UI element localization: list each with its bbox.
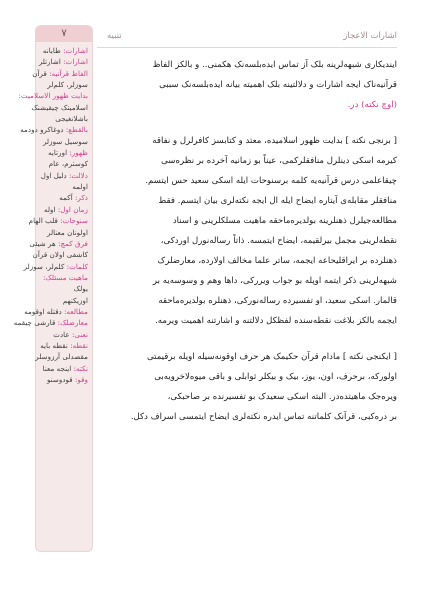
glossary-entry: [39, 79, 88, 90]
text-line: ویره‌جک ماهیتده‌در. البته اسکی سعیدک بو تفسیرنده بر صاحبکی،: [167, 392, 397, 402]
glossary-entry: [32, 249, 88, 260]
glossary-term: زمان اول:: [57, 204, 88, 214]
glossary-definition: کلم‌لر، سوزلر: [23, 261, 67, 271]
margin-page-number: ٧: [36, 26, 92, 42]
glossary-definition: قودوسنو: [46, 374, 75, 384]
glossary-term: نکته:: [73, 363, 88, 373]
glossary-definition: هر شیئی: [29, 238, 59, 248]
glossary-term: اشارات:: [63, 57, 88, 67]
glossary-entry: [39, 272, 88, 283]
glossary-definition: دوغاکرو دودمه: [20, 125, 66, 135]
glossary-entry: [39, 56, 88, 67]
glossary-entry: [23, 261, 88, 272]
glossary-term: بالقطع:: [65, 125, 88, 135]
glossary-definition: اسلامیتک چیقیشنک: [31, 102, 88, 112]
glossary-entry: [39, 363, 88, 374]
glossary-list: [13, 42, 92, 385]
glossary-definition: مقصدلی آرزوسلر: [35, 352, 88, 362]
text-line: قالمار. اسکی سعید، او تفسیرده رساله‌نورکی، ذهنلره بولدیره‌ماحقه: [158, 296, 397, 306]
glossary-definition: اولمه: [72, 182, 88, 192]
glossary-definition: اوله: [44, 204, 58, 214]
main-text-column: [97, 25, 397, 555]
glossary-entry: [18, 90, 88, 101]
glossary-entry: [39, 136, 88, 147]
text-line: قرآنیه‌ناک ایجه اشارات و دلالتینه بلک اهمیته بیانه ایده‌بلسه‌نک سببی: [159, 80, 397, 90]
book-title: اشارات الاعجاز: [343, 31, 397, 41]
glossary-entry: [39, 283, 88, 294]
text-line: (اوچ نکته) در.: [347, 100, 397, 110]
glossary-definition: اشارتلر: [38, 57, 64, 67]
glossary-term: معارضلک:: [57, 318, 88, 328]
glossary-definition: یولک: [73, 284, 88, 294]
paragraph-intro: [97, 55, 397, 115]
glossary-entry: [39, 45, 88, 56]
glossary-definition: طایانه: [42, 46, 64, 55]
running-head: [97, 25, 397, 48]
glossary-entry: [39, 147, 88, 158]
glossary-entry: [39, 374, 88, 385]
glossary-definition: سوسیل سوزلر: [42, 136, 88, 146]
glossary-definition: عادت: [53, 329, 72, 339]
glossary-entry: [28, 215, 88, 226]
text-line: چیقاعلمی درس قرآنیه‌یه کلمه برسنوحات ایله اسکی سعید حس ایتسم.: [145, 176, 397, 186]
glossary-definition: کاشفی اولان قرآن: [32, 250, 88, 260]
glossary-entry: [39, 340, 88, 351]
glossary-entry: [39, 204, 88, 215]
glossary-definition: اولونان معنالر: [47, 227, 88, 237]
section-title: تنبیه: [107, 31, 122, 41]
glossary-entry: [39, 181, 88, 192]
text-line: مطالعه‌جیلرل ذهنلرینه بولدیره‌ماحقه ماهیت مسلکلرینی و اسناد: [172, 216, 397, 226]
glossary-definition: دلیل اول: [40, 170, 70, 180]
text-line: ایندیکاری شبهه‌لرینه بلک آز تماس ایده‌بلسه‌نک هکمنی.. و بالکز الفاظ: [152, 60, 397, 70]
glossary-entry: [31, 102, 88, 113]
glossary-entry: [39, 329, 88, 340]
glossary-definition: سوزلر، کلم‌لر: [47, 80, 88, 90]
glossary-term: وقو:: [74, 374, 88, 384]
text-line: [ ایکنجی نکته ] مادام قرآن حکیمک هر حرف اوقونه‌سیله اویله برقیمتی: [146, 352, 397, 362]
glossary-definition: قرآن: [32, 68, 50, 78]
glossary-term: نعنی:: [71, 329, 88, 339]
glossary-term: ظهور:: [69, 148, 88, 158]
glossary-definition: قارشی چیقمه: [13, 318, 58, 328]
glossary-entry: [39, 192, 88, 203]
text-line: نقطه‌لرینی مجمل بیرلقیمه، ایضاح ایتمسه. ذاتاً رساله‌نورل اوردکی،: [160, 236, 397, 246]
text-line: [ برنجی نکته ] بدایت ظهور اسلامیده، معتد و کتابسز کافرلرل و نفاقه: [152, 136, 397, 146]
glossary-definition: کوسترم، عام: [48, 159, 88, 169]
glossary-entry: [24, 306, 88, 317]
glossary-entry: [39, 295, 88, 306]
glossary-entry: [39, 227, 88, 238]
glossary-term: مطالعه:: [64, 306, 88, 316]
glossary-definition: آکمه: [59, 193, 75, 203]
glossary-term: ماهیت مسئلک:: [42, 272, 88, 282]
glossary-definition: اینجه معنا: [42, 363, 74, 373]
glossary-definition: قلب الهام: [28, 216, 61, 226]
paragraph-first-point: [97, 131, 397, 331]
text-line: کیرمه اسکی دینلرل منافقلرکمی، عیناً بو زمانیه آخرده بر نظره‌سی: [161, 156, 397, 166]
glossary-term: سنوحات:: [60, 216, 88, 226]
glossary-term: الفاظ قرآنیه:: [49, 68, 88, 78]
glossary-definition: دقتله اوقومه: [24, 306, 65, 316]
text-line: منافقلر مقابله‌ی آیتاره ایضاح ایله ال ایجه نکته‌لری بیان ایتسم. فقط: [158, 196, 397, 206]
glossary-entry: [39, 158, 88, 169]
glossary-entry: [35, 351, 88, 362]
glossary-term: فرق کمچ:: [58, 238, 88, 248]
text-line: ذهنلرده بر ایراقلیحاعه ایجمه، ساتر علما مخالف اولارده، معارضلرک: [157, 256, 397, 266]
glossary-term: بدایت ظهور الاسلامیت:: [18, 91, 88, 101]
glossary-definition: باشلانغیجی: [55, 114, 88, 124]
glossary-definition: اوزیکنهم: [62, 295, 88, 305]
glossary-term: اشارات:: [63, 46, 88, 55]
paragraph-second-point: [97, 347, 397, 427]
glossary-term: کلمات:: [66, 261, 88, 271]
glossary-term: نقطه:: [70, 340, 88, 350]
glossary-margin: [13, 25, 93, 552]
glossary-entry: [39, 113, 88, 124]
glossary-term: دلالت:: [69, 170, 88, 180]
glossary-term: ذکر:: [74, 193, 88, 203]
glossary-entry: [32, 68, 88, 79]
glossary-definition: اورتا‌یه: [48, 148, 70, 158]
glossary-entry: [29, 238, 88, 249]
glossary-entry: [39, 170, 88, 181]
glossary-definition: نقطه بایه: [40, 340, 71, 350]
text-line: بر دره‌کبی، قرآنک کلماتنه تماس ایدره نکته‌لری ایضاح ایتمسی اسراف دکل.: [130, 412, 397, 422]
text-line: شبهه‌لرینی ذکر ایتمه اوپله بو جواب ویررکی، داها وهم و وسوسه‌یه بر: [152, 276, 397, 286]
glossary-entry: [13, 317, 88, 328]
text-line: ایجمه بالکز بلاغت نقطه‌سنده لفظکل دلالتنه و اشارتنه اهمیت ویرمه.: [155, 316, 397, 326]
glossary-entry: [20, 124, 88, 135]
text-line: اولورکه، برحرف، اون، یوز، بیک و بیکلر ثوابلی و باقی میوه‌لاخرویه‌بی: [154, 372, 397, 382]
